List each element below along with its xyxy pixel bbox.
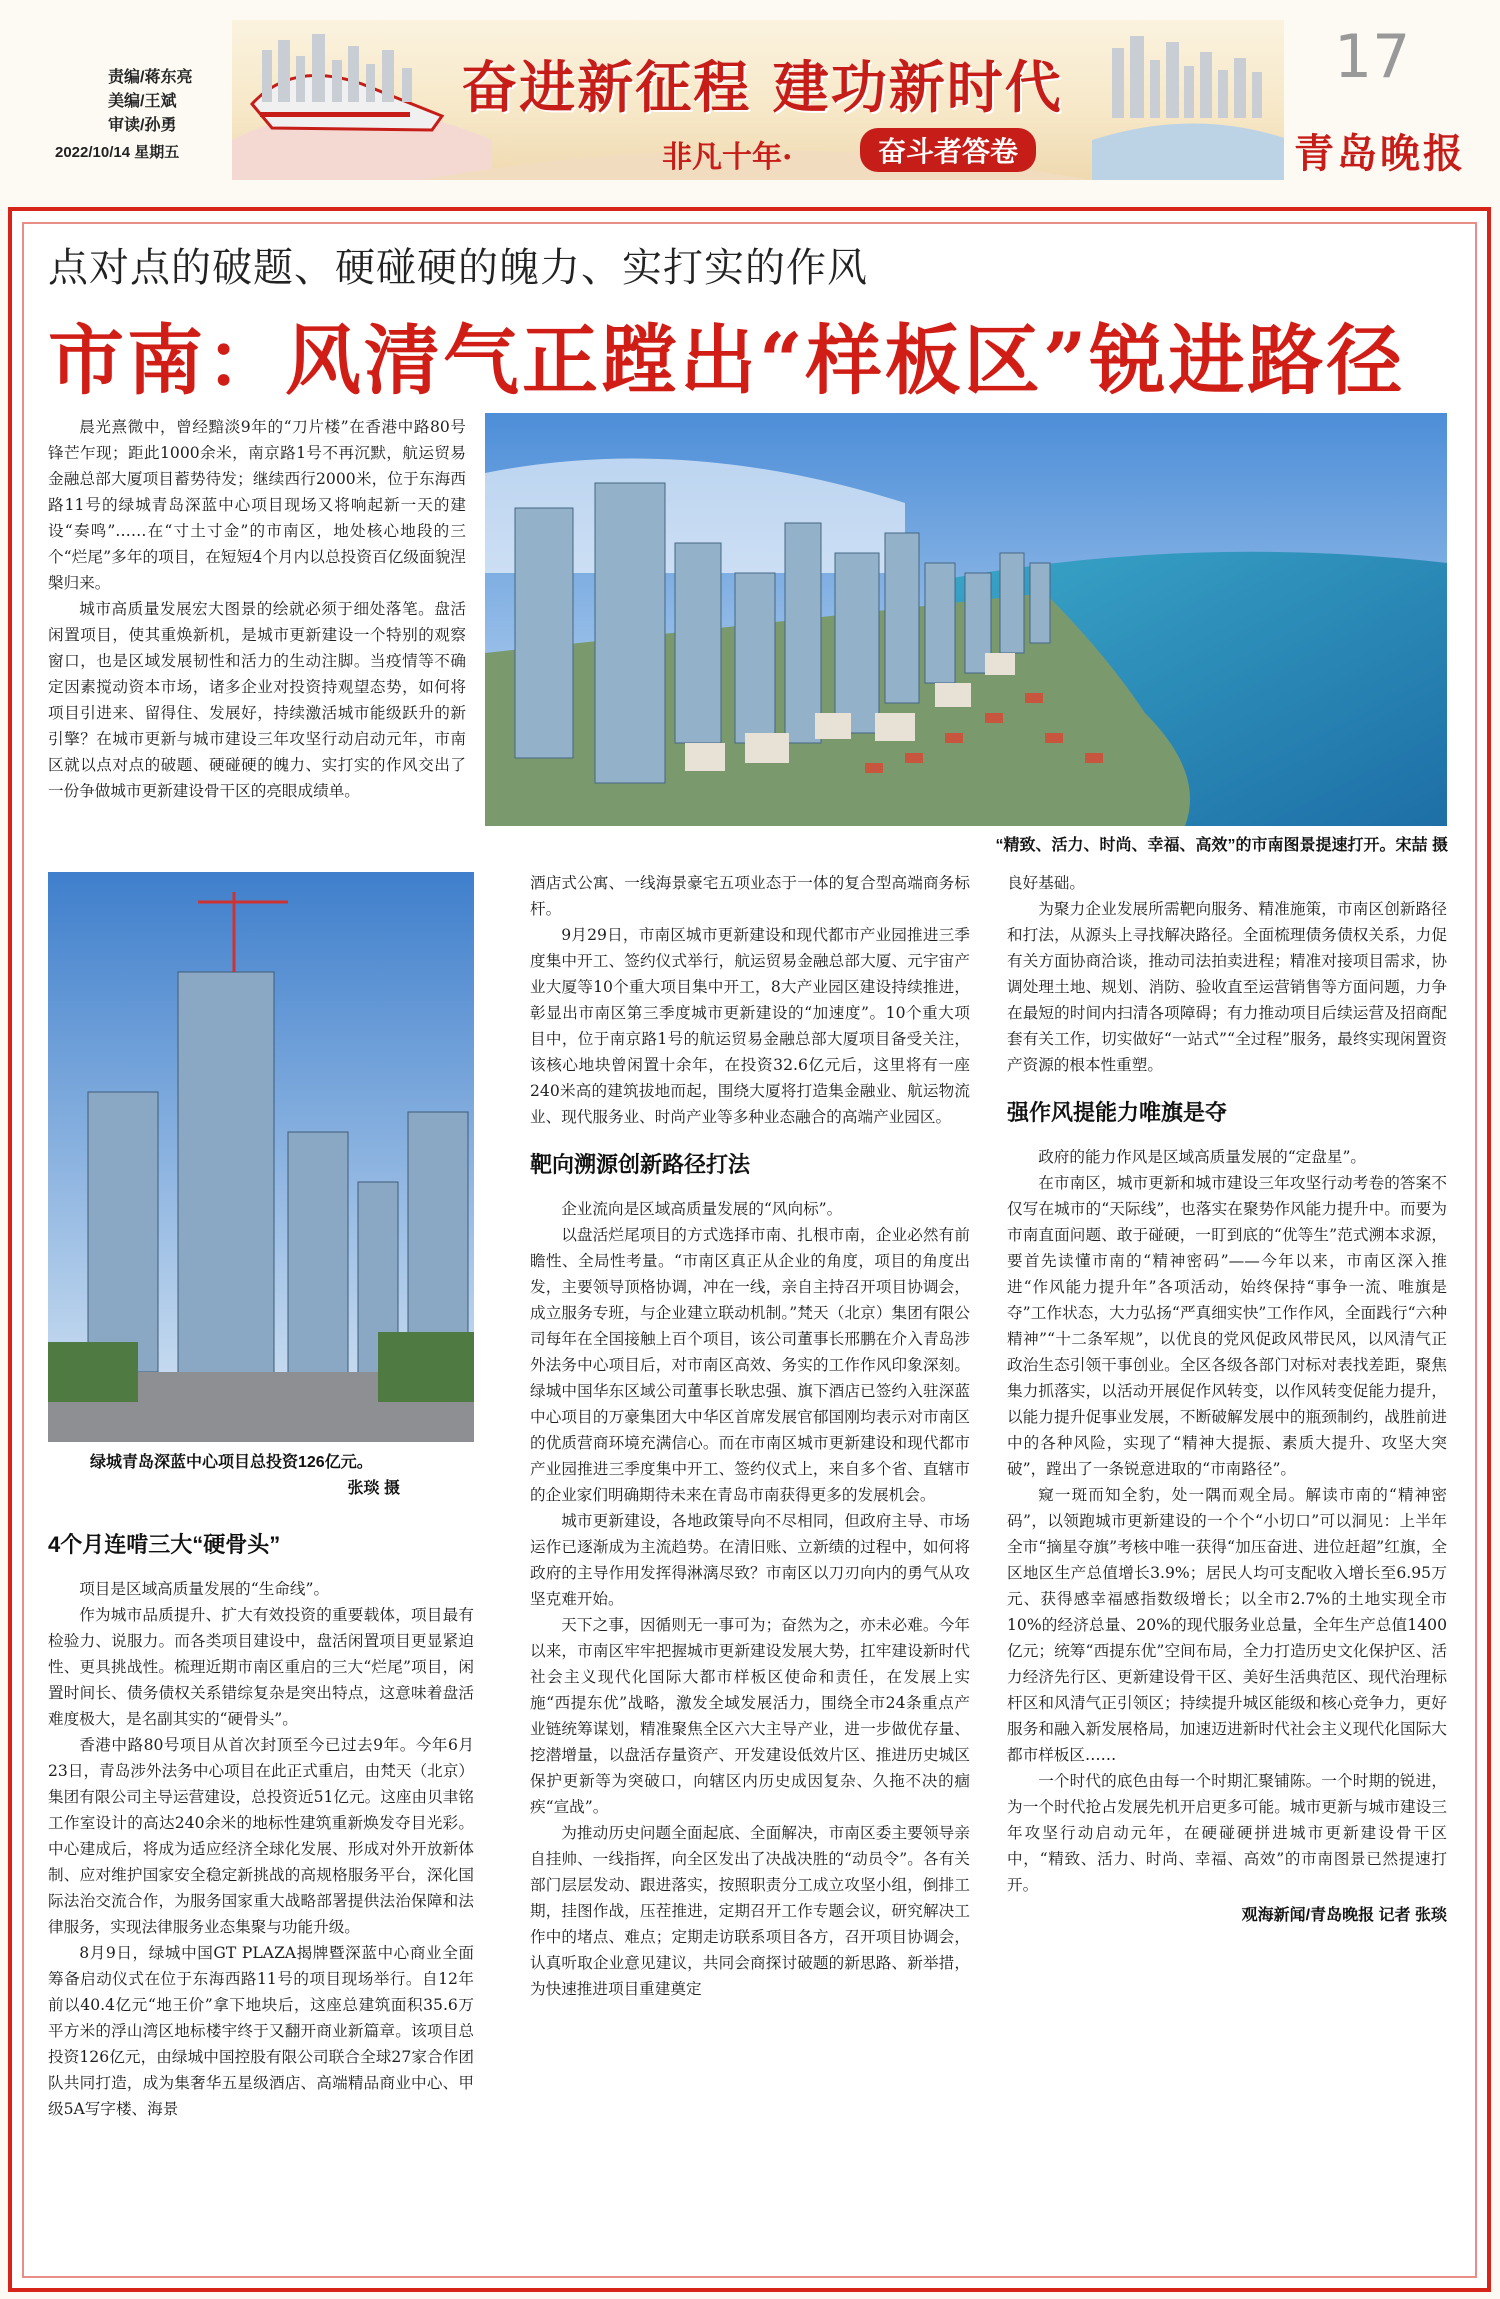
section3-title: 强作风提能力唯旗是夺 <box>1007 1100 1228 1125</box>
section1-paragraph: 项目是区域高质量发展的“生命线”。 <box>79 1580 330 1598</box>
article-kicker: 点对点的破题、硬碰硬的魄力、实打实的作风 <box>48 245 868 291</box>
section1-paragraph: 香港中路80号项目从首次封顶至今已过去9年。今年6月23日，青岛涉外法务中心项目在此正式重启，由梵天（北京）集团有限公司主导运营建设，总投资近51亿元。这座由贝聿铭工作室设计的高达240余米的地标性建筑重新焕发夺目光彩。中心建成后，将成为适应经济全球化发展、形成对外开放新体制、应对维护国家安全稳定新挑战的高规格服务平台，深化国际法治交流合作，为服务国家重大战略部署提供法治保障和法律服务，实现法律服务业态集聚与功能升级。 <box>48 1736 474 1936</box>
section2-paragraph: 以盘活烂尾项目的方式选择市南、扎根市南，企业必然有前瞻性、全局性考量。“市南区真正从企业的角度，项目的角度出发，主要领导顶格协调，冲在一线，亲自主持召开项目协调会，成立服务专班，与企业建立联动机制。”梵天（北京）集团有限公司每年在全国接触上百个项目，该公司董事长邢鹏在介入青岛涉外法务中心项目后，对市南区高效、务实的工作作风印象深刻。绿城中国华东区域公司董事长耿忠强、旗下酒店已签约入驻深蓝中心项目的万豪集团大中华区首席发展官郁国刚均表示对市南区的优质营商环境充满信心。而在市南区城市更新建设和现代都市产业园推进三季度集中开工、签约仪式上，来自多个省、直辖市的企业家们明确期待未来在青岛市南获得更多的发展机会。 <box>530 1226 970 1504</box>
designer-credit: 美编/王斌 <box>108 93 177 110</box>
banner-title: 奋进新征程 建功新时代 <box>461 55 1063 121</box>
section1-paragraph: 8月9日，绿城中国GT PLAZA揭牌暨深蓝中心商业全面筹备启动仪式在位于东海西路11号的项目现场举行。自12年前以40.4亿元“地王价”拿下地块后，这座总建筑面积35.6万平方米的浮山湾区地标楼宇终于又翻开商业新篇章。该项目总投资126亿元，由绿城中国控股有限公司联合全球27家合作团队共同打造，成为集奢华五星级酒店、高端精品商业中心、甲级5A写字楼、海景 <box>48 1944 474 2118</box>
section2-paragraph: 企业流向是区域高质量发展的“风向标”。 <box>561 1200 843 1218</box>
lead-paragraph: 城市高质量发展宏大图景的绘就必须于细处落笔。盘活闲置项目，使其重焕新机，是城市更新建设一个特别的观察窗口，也是区域发展韧性和活力的生动注脚。当疫情等不确定因素搅动资本市场，诸多企业对投资持观望态势，如何将项目引进来、留得住、发展好，持续激活城市能级跃升的新引擎？在城市更新与城市建设三年攻坚行动启动元年，市南区就以点对点的破题、硬碰硬的魄力、实打实的作风交出了一份争做城市更新建设骨干区的亮眼成绩单。 <box>48 600 466 800</box>
proofreader-credit: 审读/孙勇 <box>108 117 177 134</box>
section2-title: 靶向溯源创新路径打法 <box>530 1152 751 1177</box>
city-aerial-photo <box>485 413 1447 826</box>
section1-paragraph: 作为城市品质提升、扩大有效投资的重要载体，项目最有检验力、说服力。而各类项目建设中，盘活闲置项目更显紧迫性、更具挑战性。梳理近期市南区重启的三大“烂尾”项目，闲置时间长、债务债权关系错综复杂是突出特点，这意味着盘活难度极大，是名副其实的“硬骨头”。 <box>48 1606 474 1728</box>
column2-paragraph: 9月29日，市南区城市更新建设和现代都市产业园推进三季度集中开工、签约仪式举行，航运贸易金融总部大厦、元宇宙产业大厦等10个重大项目集中开工，8大产业园区建设持续推进，彰显出市南区第三季度城市更新建设的“加速度”。10个重大项目中，位于南京路1号的航运贸易金融总部大厦项目备受关注，该核心地块曾闲置十余年，在投资32.6亿元后，这里将有一座240米高的建筑拔地而起，围绕大厦将打造集金融业、航运物流业、现代服务业、时尚产业等多种业态融合的高端产业园区。 <box>530 926 970 1126</box>
section3-paragraph: 一个时代的底色由每一个时期汇聚铺陈。一个时期的锐进，为一个时代抢占发展先机开启更多可能。城市更新与城市建设三年攻坚行动启动元年，在硬碰硬拼进城市更新建设骨干区中，“精致、活力、时尚、幸福、高效”的市南图景已然提速打开。 <box>1007 1772 1447 1894</box>
photo2-photographer: 张琰 摄 <box>347 1480 400 1497</box>
issue-date: 2022/10/14 星期五 <box>55 144 180 161</box>
city-aerial-illustration <box>485 413 1447 826</box>
section3-paragraph: 在市南区，城市更新和城市建设三年攻坚行动考卷的答案不仅写在城市的“天际线”，也落实在聚势作风能力提升中。而要为市南直面问题、敢于碰硬，一盯到底的“优等生”范式溯本求源，要首先读懂市南的“精神密码”——今年以来，市南区深入推进“作风能力提升年”各项活动，始终保持“事争一流、唯旗是夺”工作状态，大力弘扬“严真细实快”工作作风，全面践行“六种精神”“十二条军规”，以优良的党风促政风带民风，以风清气正政治生态引领干事创业。全区各级各部门对标对表找差距，聚焦集力抓落实，以活动开展促作风转变，以作风转变促能力提升，以能力提升促事业发展，不断破解发展中的瓶颈制约，战胜前进中的各种风险，实现了“精神大提振、素质大提升、攻坚大突破”，蹚出了一条锐意进取的“市南路径”。 <box>1007 1174 1447 1478</box>
column-3 <box>1007 870 1447 1925</box>
construction-illustration <box>48 872 474 1442</box>
column3-paragraph: 为聚力企业发展所需靶向服务、精准施策，市南区创新路径和打法，从源头上寻找解决路径。全面梳理债务债权关系，力促有关方面协商洽谈，推动司法拍卖进程；精准对接项目需求，协调处理土地、规划、消防、验收直至运营销售等方面问题，力争在最短的时间内扫清各项障碍；有力推动项目后续运营及招商配套有关工作，切实做好“一站式”“全过程”服务，最终实现闲置资产资源的根本性重塑。 <box>1007 900 1447 1074</box>
banner-subtitle: 非凡十年· <box>662 140 793 175</box>
column2-continuation: 酒店式公寓、一线海景豪宅五项业态于一体的复合型高端商务标杆。 <box>530 874 970 918</box>
section2-paragraph: 为推动历史问题全面起底、全面解决，市南区委主要领导亲自挂帅、一线指挥，向全区发出了决战决胜的“动员令”。各有关部门层层发动、跟进落实，按照职责分工成立攻坚小组，倒排工期，挂图作战，压茬推进，定期召开工作专题会议，研究解决工作中的堵点、难点；定期走访联系项目各方，召开项目协调会，认真听取企业意见建议，共同会商探讨破题的新思路、新举措，为快速推进项目重建奠定 <box>530 1824 970 1998</box>
page-number: 17 <box>1334 22 1411 92</box>
column3-continuation: 良好基础。 <box>1007 874 1085 892</box>
section3-paragraph: 政府的能力作风是区域高质量发展的“定盘星”。 <box>1038 1148 1367 1166</box>
editor-credit: 责编/蒋东亮 <box>108 69 193 86</box>
photo2-caption-text: 绿城青岛深蓝中心项目总投资126亿元。 <box>90 1454 373 1471</box>
article-headline: 市南：风清气正蹚出“样板区”锐进路径 <box>48 316 1406 405</box>
column-2 <box>530 870 970 2002</box>
photo2-caption <box>90 1450 470 1502</box>
lead-paragraph: 晨光熹微中，曾经黯淡9年的“刀片楼”在香港中路80号锋芒乍现；距此1000余米，南京路1号不再沉默，航运贸易金融总部大厦项目蓄势待发；继续西行2000米，位于东海西路11号的绿城青岛深蓝中心项目现场又将响起新一天的建设“奏鸣”……在“寸土寸金”的市南区，地处核心地段的三个“烂尾”多年的项目，在短短4个月内以总投资百亿级面貌涅槃归来。 <box>48 418 466 592</box>
column-1 <box>48 1510 474 2122</box>
paper-logo: 青岛晚报 <box>1294 130 1466 177</box>
photo1-caption: “精致、活力、时尚、幸福、高效”的市南图景提速打开。宋喆 摄 <box>995 837 1448 854</box>
construction-photo <box>48 872 474 1442</box>
editor-credits <box>108 66 192 138</box>
article-byline: 观海新闻/青岛晚报 记者 张琰 <box>1241 1907 1447 1924</box>
banner-pill: 奋斗者答卷 <box>860 128 1036 172</box>
section2-paragraph: 天下之事，因循则无一事可为；奋然为之，亦未必难。今年以来，市南区牢牢把握城市更新建设发展大势，扛牢建设新时代社会主义现代化国际大都市样板区使命和责任，在发展上实施“西提东优”战略，激发全域发展活力，围绕全市24条重点产业链统筹谋划，精准聚焦全区六大主导产业，进一步做优存量、挖潜增量，以盘活存量资产、开发建设低效片区、推进历史城区保护更新等为突破口，向辖区内历史成因复杂、久拖不决的痼疾“宣战”。 <box>530 1616 970 1816</box>
column-banner <box>232 20 1284 180</box>
section3-paragraph: 窥一斑而知全豹，处一隅而观全局。解读市南的“精神密码”，以领跑城市更新建设的一个个“小切口”可以洞见：上半年全市“摘星夺旗”考核中唯一获得“加压奋进、进位赶超”红旗，全区地区生产总值增长3.9%；居民人均可支配收入增长至6.95万元、获得感幸福感指数级增长；以全市2.7%的土地实现全市10%的经济总量、20%的现代服务业总量，全年生产总值1400亿元；统筹“西提东优”空间布局，全力打造历史文化保护区、活力经济先行区、更新建设骨干区、美好生活典范区、现代治理标杆区和风清气正引领区；持续提升城区能级和核心竞争力，更好服务和融入新发展格局，加速迈进新时代社会主义现代化国际大都市样板区…… <box>1007 1486 1447 1764</box>
lead-column <box>48 414 466 804</box>
section2-paragraph: 城市更新建设，各地政策导向不尽相同，但政府主导、市场运作已逐渐成为主流趋势。在清旧账、立新绩的过程中，如何将政府的主导作用发挥得淋漓尽致？市南区以刀刃向内的勇气从攻坚克难开始。 <box>530 1512 970 1608</box>
section1-title: 4个月连啃三大“硬骨头” <box>48 1532 281 1557</box>
